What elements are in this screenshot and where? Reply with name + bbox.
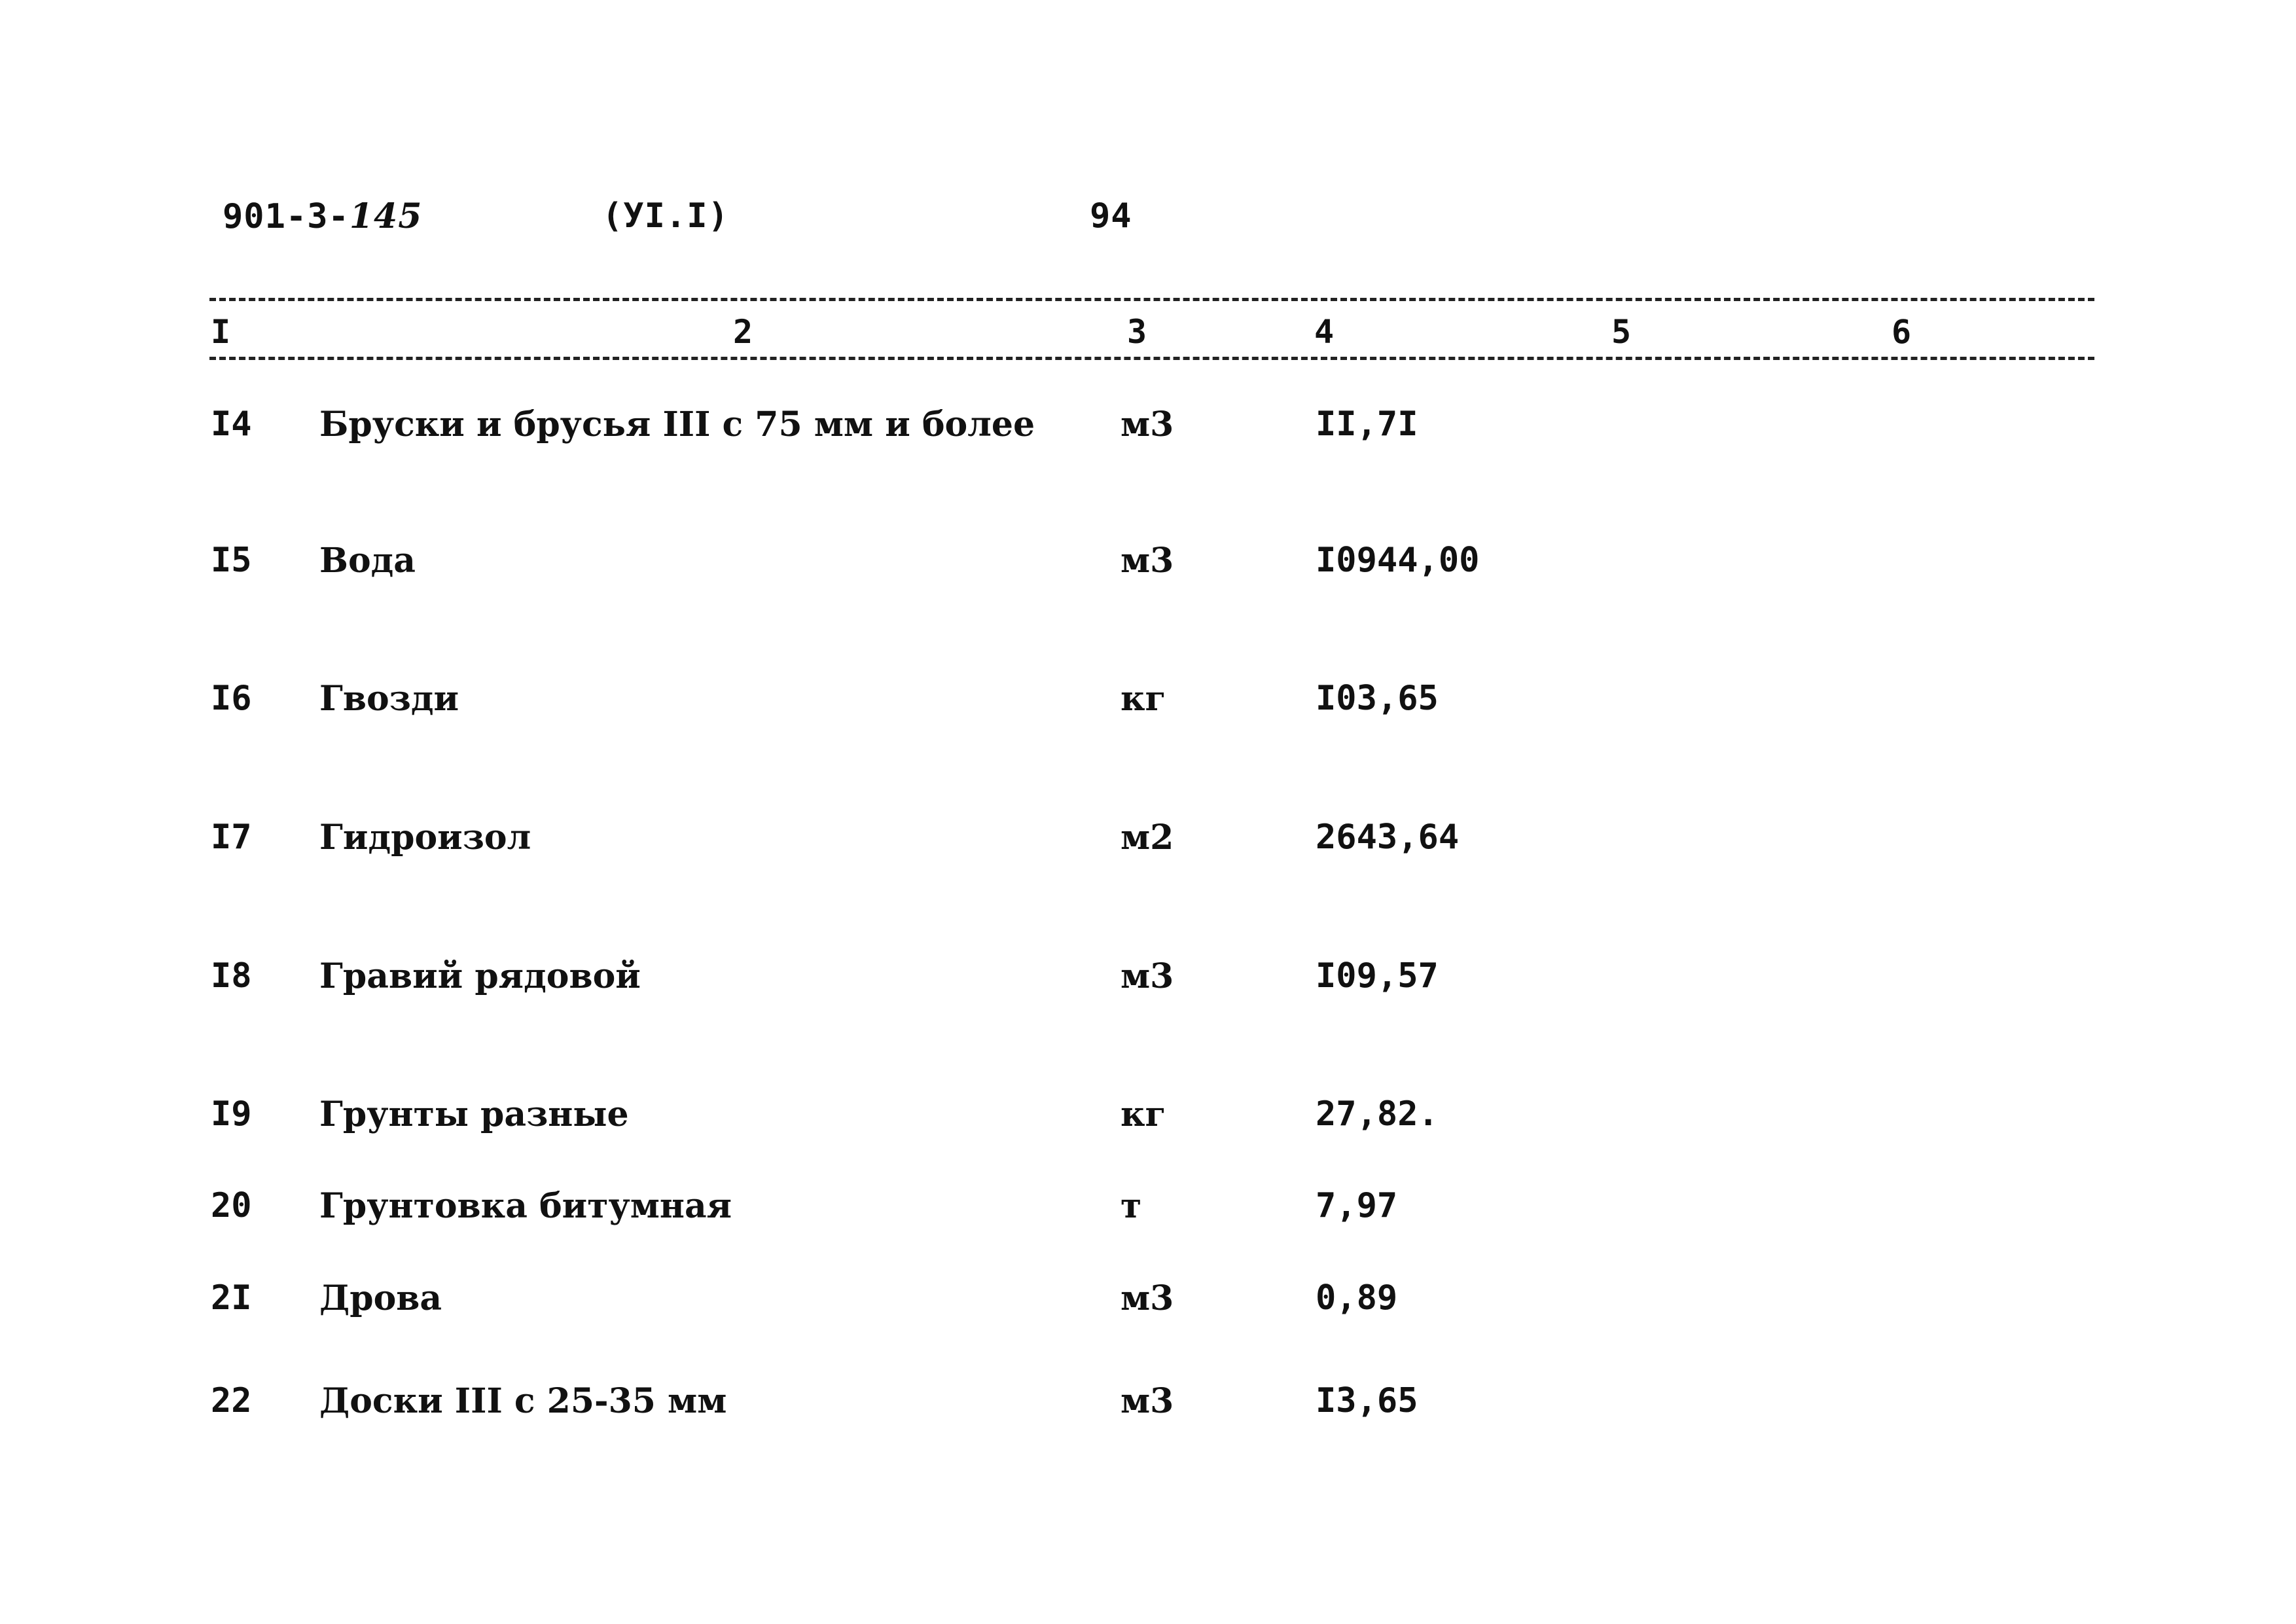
table-row: [0, 405, 2296, 450]
unit: кг: [1121, 1094, 1166, 1134]
material-name: Гидроизол: [319, 818, 531, 857]
column-number-5: 5: [1611, 313, 1632, 351]
quantity: 0,89: [1316, 1278, 1398, 1318]
material-name: Доски III с 25-35 мм: [319, 1381, 727, 1421]
document-code-handwritten: 145: [349, 196, 423, 236]
table-row: [0, 818, 2296, 863]
quantity: 27,82.: [1316, 1094, 1439, 1134]
material-name: Бруски и брусья III с 75 мм и более: [319, 405, 1035, 444]
unit: м3: [1121, 956, 1174, 996]
section-label: (УI.I): [602, 196, 729, 236]
column-number-4: 4: [1314, 313, 1335, 351]
row-number: 2I: [211, 1278, 252, 1318]
row-number: I8: [211, 956, 252, 996]
row-number: I5: [211, 541, 252, 580]
unit: м3: [1121, 1278, 1174, 1318]
table-header-top-rule: [209, 298, 2094, 301]
quantity: I0944,00: [1316, 541, 1480, 580]
table-row: [0, 679, 2296, 725]
quantity: 2643,64: [1316, 818, 1460, 857]
row-number: I4: [211, 405, 252, 444]
material-name: Грунты разные: [319, 1094, 629, 1134]
row-number: 20: [211, 1186, 252, 1225]
column-number-6: 6: [1892, 313, 1912, 351]
column-number-1: I: [211, 313, 231, 351]
page-number: 94: [1090, 196, 1132, 236]
material-name: Гвозди: [319, 679, 459, 719]
unit: м3: [1121, 1381, 1174, 1421]
unit: т: [1121, 1186, 1142, 1226]
row-number: I9: [211, 1094, 252, 1134]
row-number: I7: [211, 818, 252, 857]
table-header-bottom-rule: [209, 357, 2094, 360]
row-number: 22: [211, 1381, 252, 1420]
quantity: I03,65: [1316, 679, 1439, 718]
quantity: I09,57: [1316, 956, 1439, 996]
column-number-3: 3: [1127, 313, 1147, 351]
table-row: [0, 1381, 2296, 1427]
unit: м3: [1121, 405, 1174, 444]
quantity: II,7I: [1316, 405, 1418, 444]
quantity: I3,65: [1316, 1381, 1418, 1420]
unit: м2: [1121, 818, 1174, 857]
material-name: Гравий рядовой: [319, 956, 641, 996]
document-code: [223, 196, 422, 236]
table-row: [0, 1094, 2296, 1140]
row-number: I6: [211, 679, 252, 718]
material-name: Вода: [319, 541, 416, 581]
document-code-prefix: 901-3-: [223, 197, 350, 236]
table-row: [0, 541, 2296, 586]
unit: кг: [1121, 679, 1166, 719]
table-row: [0, 1186, 2296, 1232]
table-row: [0, 1278, 2296, 1324]
table-row: [0, 956, 2296, 1002]
unit: м3: [1121, 541, 1174, 581]
column-number-2: 2: [733, 313, 753, 351]
material-name: Дрова: [319, 1278, 442, 1318]
quantity: 7,97: [1316, 1186, 1398, 1225]
material-name: Грунтовка битумная: [319, 1186, 732, 1226]
